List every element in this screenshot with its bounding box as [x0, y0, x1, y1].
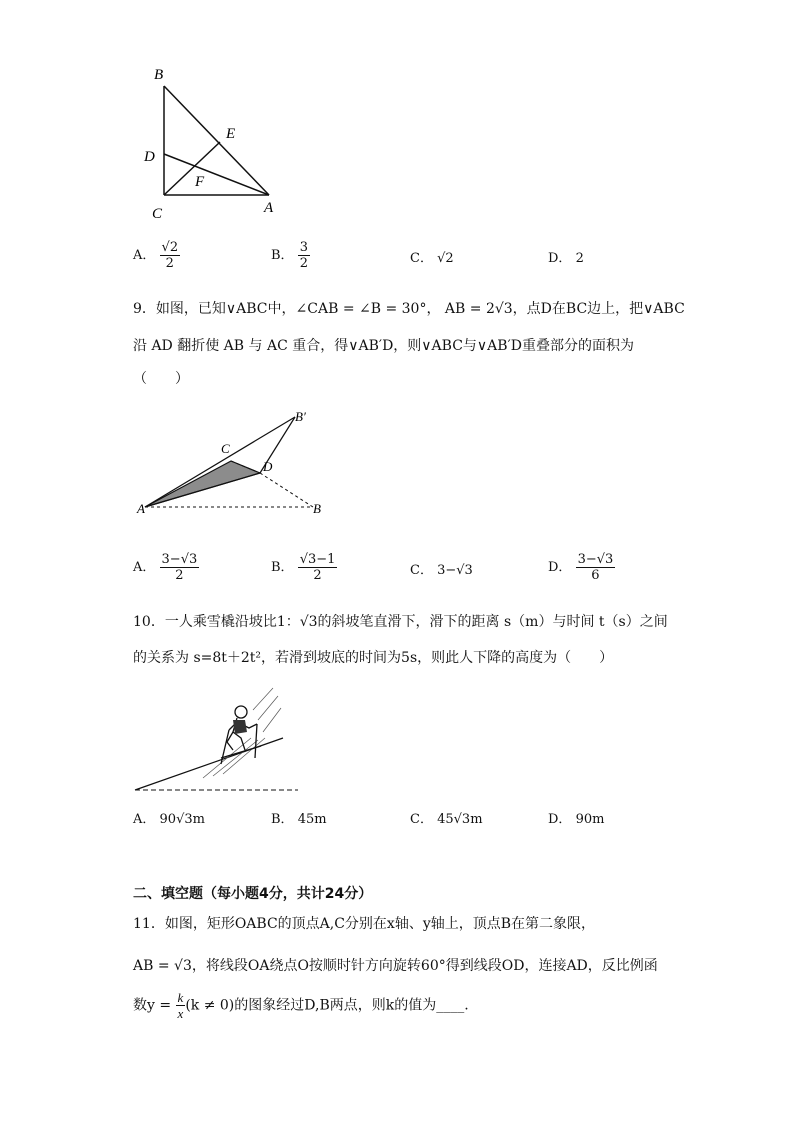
- q8-option-a: A． $\frac{√2}{2}$: [133, 240, 179, 271]
- q9-line1: 9．如图，已知∨ABC中，∠CAB = ∠B = 30°， AB = 2√3，点D在BC边上，把∨ABC: [133, 301, 685, 317]
- q9-line2: 沿 AD 翻折使 AB 与 AC 重合，得∨AB′D，则∨ABC与∨AB′D重叠部分的面积为: [133, 338, 634, 354]
- q8-figure: [135, 60, 295, 225]
- section-title: 二、填空题（每小题4分，共计24分）: [133, 886, 373, 902]
- q10-skier-figure: [133, 680, 303, 795]
- label-E: E: [226, 126, 236, 142]
- q10-line1: 10．一人乘雪橇沿坡比1：√3的斜坡笔直滑下，滑下的距离 s（m）与时间 t（s）之间: [133, 614, 668, 630]
- label-D: D: [263, 459, 273, 474]
- label-B: B: [154, 67, 164, 83]
- q8-option-d: D． 2: [548, 251, 584, 266]
- q11-line1: 11．如图，矩形OABC的顶点A,C分别在x轴、y轴上，顶点B在第二象限，: [133, 916, 596, 932]
- q11-line2: AB = √3，将线段OA绕点O按顺时针方向旋转60°得到线段OD，连接AD，反比例函: [133, 958, 658, 974]
- q10-option-a: A． 90√3m: [133, 812, 205, 827]
- label-C: C: [221, 441, 230, 456]
- label-B: B: [313, 501, 321, 516]
- q10-option-c: C． 45√3m: [410, 812, 483, 827]
- label-A: A: [264, 200, 274, 216]
- q9-option-c: C． 3−√3: [410, 563, 473, 578]
- q9-option-a: A． $\frac{3-√3}{2}$: [133, 552, 198, 583]
- label-F: F: [195, 174, 205, 190]
- label-A: A: [137, 501, 145, 516]
- q10-option-d: D． 90m: [548, 812, 605, 827]
- q8-option-b: B． $\frac{3}{2}$: [271, 240, 308, 271]
- q10-option-b: B． 45m: [271, 812, 327, 827]
- q9-option-d: D． $\frac{3-√3}{6}$: [548, 552, 614, 583]
- q9-figure: [135, 405, 335, 520]
- label-C: C: [152, 206, 163, 222]
- q9-option-b: B． $\frac{√3-1}{2}$: [271, 552, 336, 583]
- q8-option-c: C． √2: [410, 251, 454, 266]
- q11-line3: 数y = $\frac{k}{x}$ (k ≠ 0)的图象经过D,B两点，则k的值为____.: [133, 990, 469, 1021]
- label-D: D: [144, 149, 155, 165]
- q9-line3: （ ）: [133, 371, 189, 387]
- label-B-prime: B′: [295, 409, 306, 424]
- q10-line2: 的关系为 s=8t＋2t²，若滑到坡底的时间为5s，则此人下降的高度为（ ）: [133, 650, 614, 666]
